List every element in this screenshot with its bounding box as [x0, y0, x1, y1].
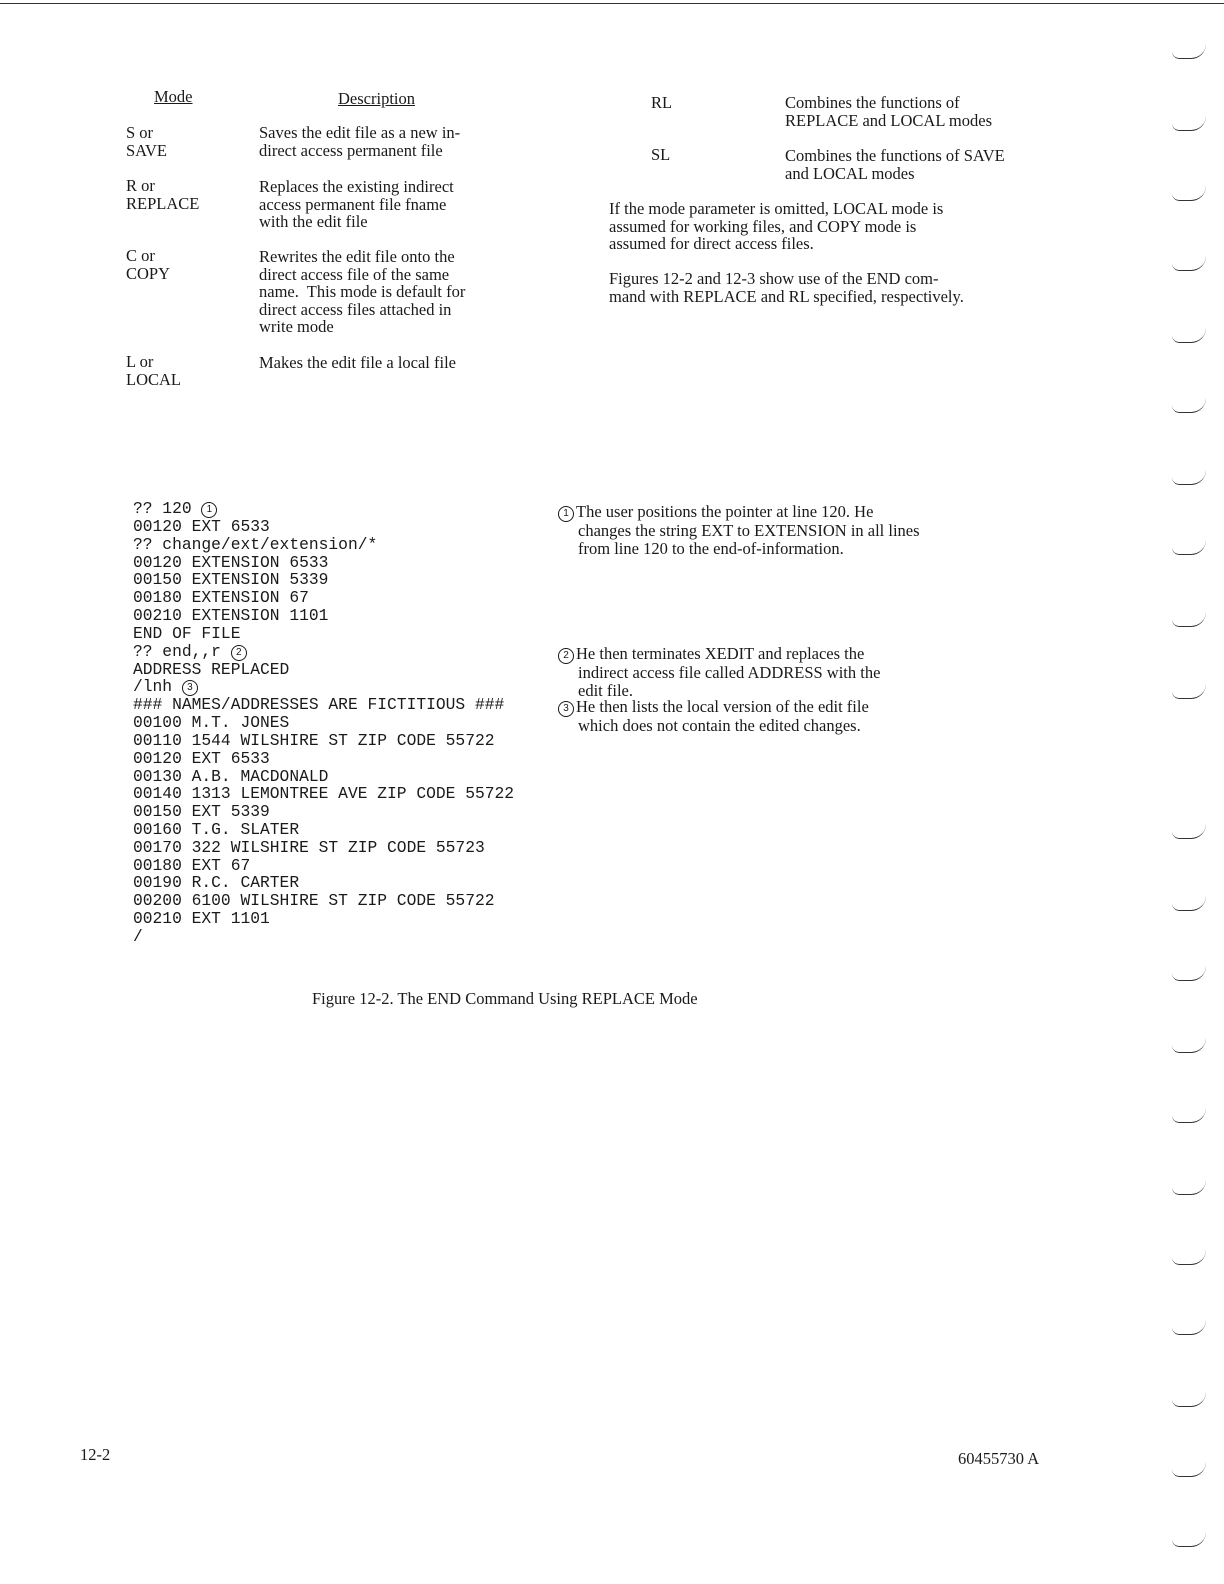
mode-save: S or SAVE	[126, 123, 167, 160]
mode-replace-description: Replaces the existing indirect access permanent file fname with the edit file	[259, 177, 454, 231]
terminal-line: 00120 EXT 6533	[133, 517, 270, 536]
binder-mark	[1172, 398, 1206, 413]
mode-copy: C or COPY	[126, 246, 171, 283]
binder-mark	[1172, 1532, 1206, 1547]
binder-mark	[1172, 116, 1206, 131]
page-number: 12-2	[80, 1445, 111, 1464]
terminal-line: 00180 EXTENSION 67	[133, 588, 309, 608]
binder-mark	[1172, 1180, 1206, 1195]
terminal-line: ?? end,,r 2	[133, 643, 514, 661]
terminal-line: 00200 6100 WILSHIRE ST ZIP CODE 55722	[133, 891, 495, 911]
terminal-line: 00110 1544 WILSHIRE ST ZIP CODE 55722	[133, 730, 495, 750]
mode-copy-description: Rewrites the edit file onto the direct access file of the same name. This mode is default for direct access files attached in write mode	[259, 247, 466, 336]
mode-column-header: Mode	[154, 87, 193, 106]
terminal-line: 00140 1313 LEMONTREE AVE ZIP CODE 55722	[133, 784, 515, 804]
binder-mark	[1172, 612, 1206, 627]
terminal-line: 00170 322 WILSHIRE ST ZIP CODE 55723	[133, 837, 485, 857]
note-2: 2 He then terminates XEDIT and replaces the indirect access file called ADDRESS with the edit file.	[558, 645, 1028, 699]
terminal-line: 00150 EXTENSION 5339	[133, 570, 329, 590]
mode-save-description: Saves the edit file as a new in- direct access permanent file	[259, 123, 461, 160]
binder-mark	[1172, 470, 1206, 485]
terminal-line: ?? change/ext/extension/*	[133, 534, 378, 554]
binder-mark	[1172, 1392, 1206, 1407]
note-3: 3 He then lists the local version of the edit file which does not contain the edited changes.	[558, 698, 1028, 735]
binder-mark	[1172, 896, 1206, 911]
binder-mark	[1172, 966, 1206, 981]
terminal-line: 00160 T.G. SLATER	[133, 819, 300, 839]
mode-rl: RL	[651, 93, 673, 112]
terminal-line: 00100 M.T. JONES	[133, 713, 290, 733]
binder-mark	[1172, 1320, 1206, 1335]
terminal-line: ### NAMES/ADDRESSES ARE FICTITIOUS ###	[133, 695, 505, 715]
marker-2-icon: 2	[558, 648, 574, 664]
mode-replace: R or REPLACE	[126, 176, 200, 213]
terminal-line: 00150 EXT 5339	[133, 802, 270, 822]
binder-mark	[1172, 684, 1206, 699]
binder-mark	[1172, 256, 1206, 271]
mode-rl-description: Combines the functions of REPLACE and LOCAL modes	[785, 93, 992, 130]
terminal-listing	[133, 500, 514, 946]
binder-mark	[1172, 44, 1206, 59]
terminal-line: 00210 EXTENSION 1101	[133, 605, 329, 625]
terminal-line: 00190 R.C. CARTER	[133, 873, 300, 893]
marker-2-icon: 2	[231, 645, 247, 661]
mode-sl-description: Combines the functions of SAVE and LOCAL modes	[785, 146, 1005, 183]
note-1: 1 The user positions the pointer at line 120. He changes the string EXT to EXTENSION in all lines from line 120 to the end-of-information.	[558, 503, 1028, 557]
terminal-line: 00120 EXT 6533	[133, 748, 270, 768]
binder-mark	[1172, 824, 1206, 839]
terminal-line: ?? 120 1	[133, 500, 514, 518]
binder-mark	[1172, 1108, 1206, 1123]
binder-mark	[1172, 1250, 1206, 1265]
top-rule	[0, 3, 1224, 4]
binder-mark	[1172, 186, 1206, 201]
marker-1-icon: 1	[558, 506, 574, 522]
document-id: 60455730 A	[958, 1449, 1040, 1468]
binder-mark	[1172, 540, 1206, 555]
mode-sl: SL	[651, 145, 671, 164]
paragraph-default-mode: If the mode parameter is omitted, LOCAL mode is assumed for working files, and COPY mode is assumed for direct access files.	[609, 199, 944, 253]
terminal-line: 00180 EXT 67	[133, 855, 251, 875]
mode-local-description: Makes the edit file a local file	[259, 353, 457, 372]
marker-3-icon: 3	[182, 680, 198, 696]
terminal-line: /lnh 3	[133, 678, 514, 696]
terminal-line: 00210 EXT 1101	[133, 908, 270, 928]
terminal-line: 00130 A.B. MACDONALD	[133, 766, 329, 786]
binder-mark	[1172, 1462, 1206, 1477]
terminal-line: ADDRESS REPLACED	[133, 659, 290, 679]
terminal-line: 00120 EXTENSION 6533	[133, 552, 329, 572]
binder-mark	[1172, 328, 1206, 343]
description-column-header: Description	[338, 89, 415, 108]
terminal-line: /	[133, 926, 143, 946]
terminal-line: END OF FILE	[133, 623, 241, 643]
mode-local: L or LOCAL	[126, 352, 181, 389]
binder-mark	[1172, 1038, 1206, 1053]
marker-1-icon: 1	[201, 502, 217, 518]
figure-caption: Figure 12-2. The END Command Using REPLACE Mode	[312, 989, 698, 1008]
marker-3-icon: 3	[558, 701, 574, 717]
paragraph-figures-reference: Figures 12-2 and 12-3 show use of the END com- mand with REPLACE and RL specified, respectively.	[609, 269, 964, 306]
